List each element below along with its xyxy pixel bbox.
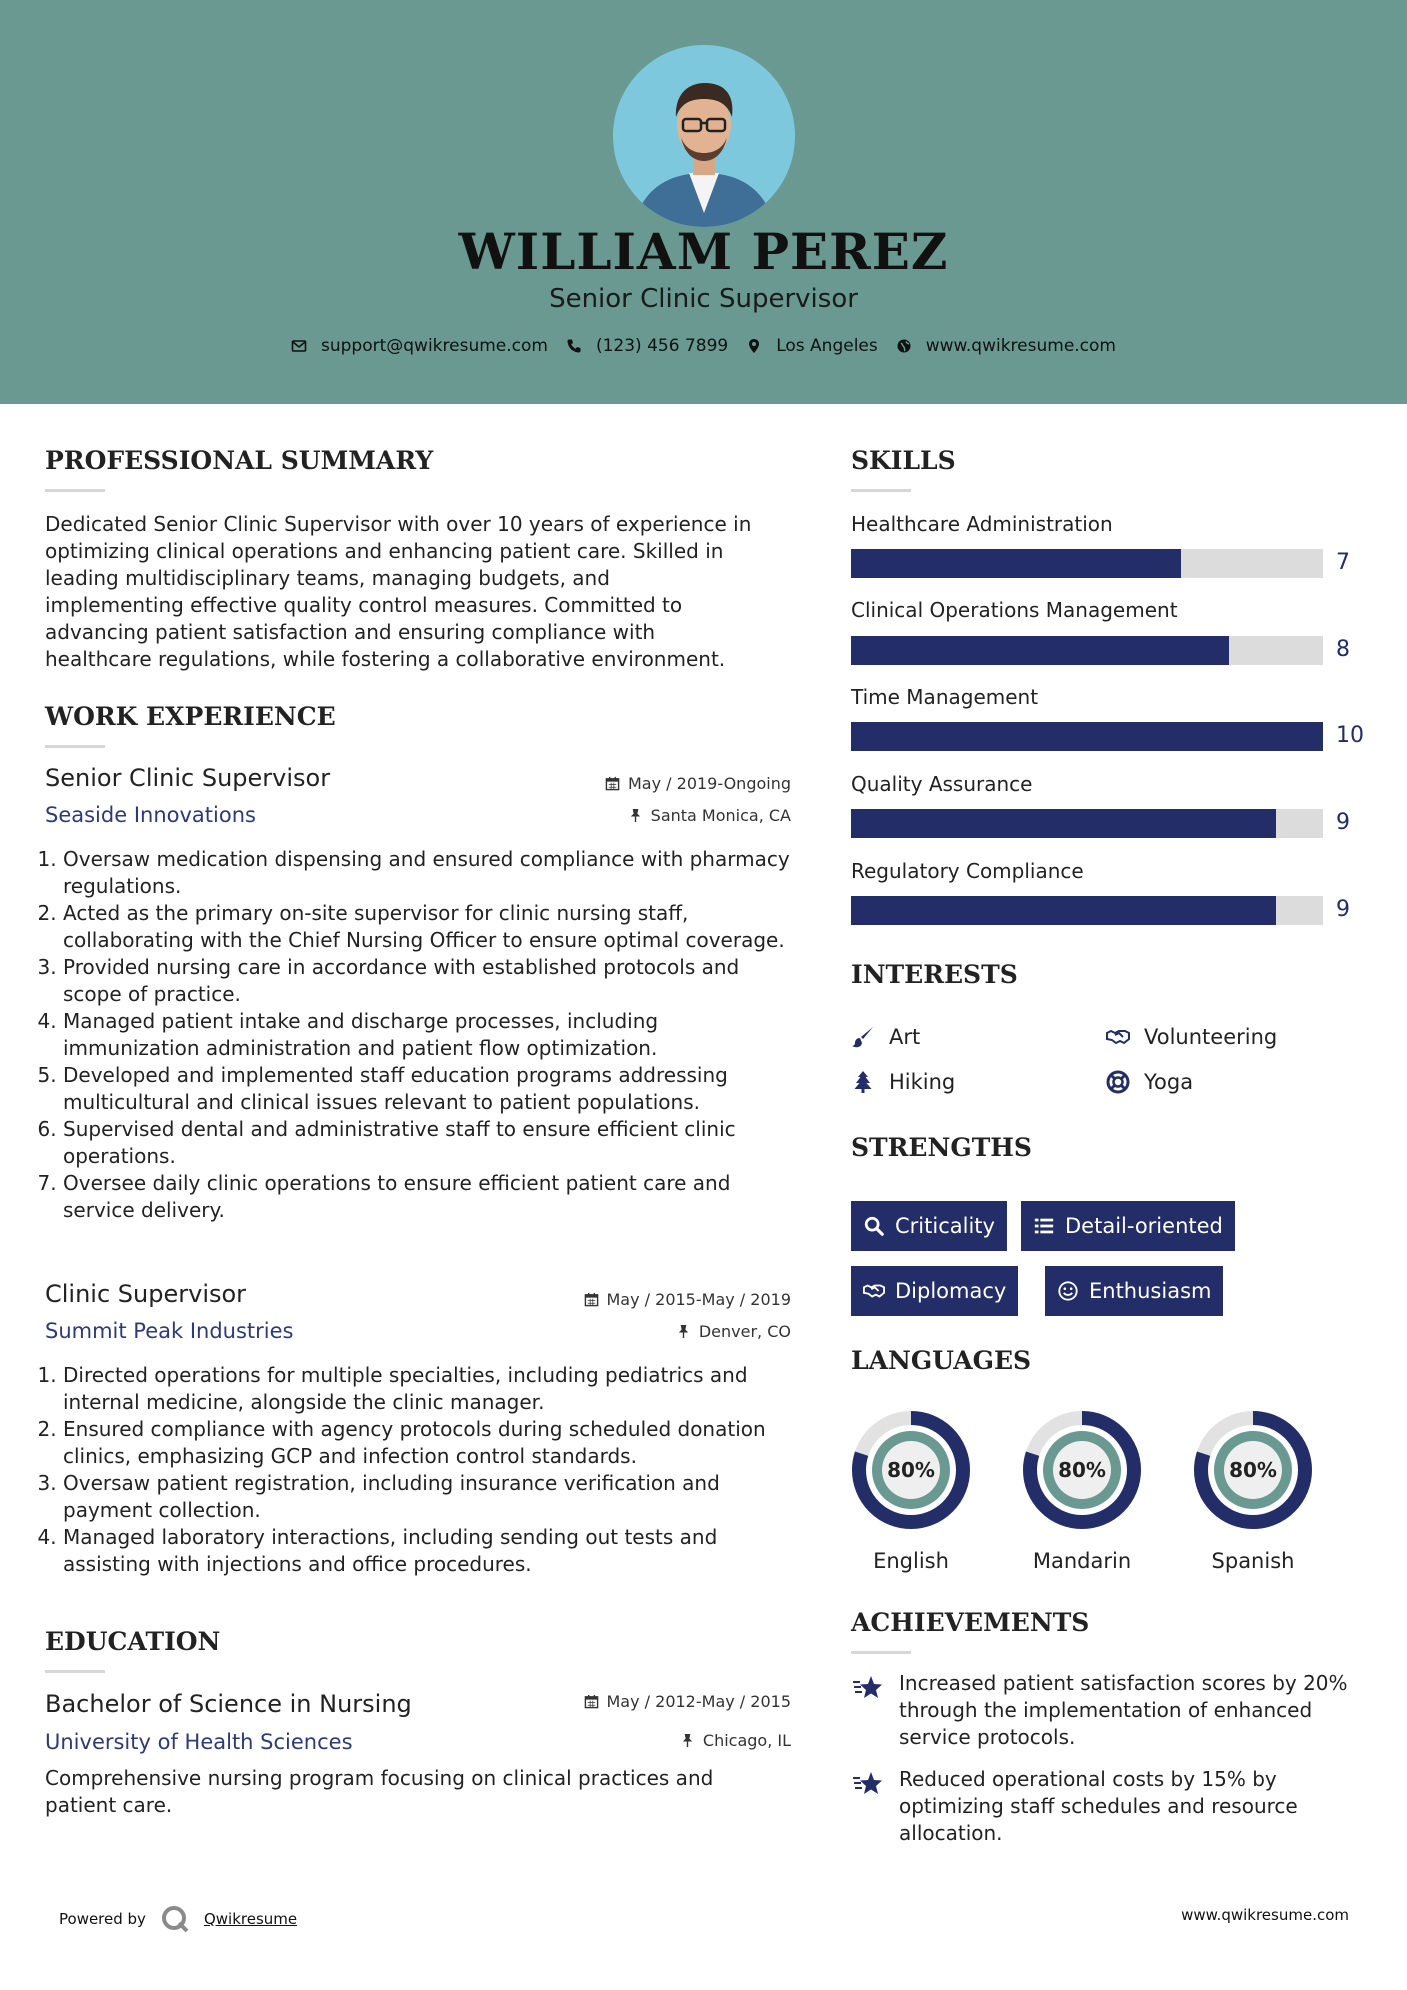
duty-item: 4. Managed patient intake and discharge processes, including immunization administration and patient flow optimization. xyxy=(63,1008,790,1062)
skill-value: 9 xyxy=(1336,810,1350,835)
duty-item: 2. Acted as the primary on-site supervisor for clinic nursing staff, collaborating with the Chief Nursing Officer to ensure optimal coverage. xyxy=(63,900,790,954)
footer-powered-by xyxy=(59,1904,297,1934)
contact-location xyxy=(746,336,878,356)
achievements-heading: ACHIEVEMENTS xyxy=(851,1608,1090,1637)
job-location xyxy=(628,806,791,825)
profile-photo xyxy=(613,45,795,227)
calendar-icon xyxy=(584,1292,599,1307)
contact-phone[interactable] xyxy=(566,336,728,356)
interest-label: Volunteering xyxy=(1144,1025,1278,1049)
contact-email[interactable] xyxy=(291,336,548,356)
job-dates xyxy=(605,774,791,793)
skill-name: Quality Assurance xyxy=(851,772,1033,796)
contact-bar xyxy=(0,336,1407,356)
interests-heading: INTERESTS xyxy=(851,960,1018,989)
degree-title: Bachelor of Science in Nursing xyxy=(45,1690,412,1718)
skill-value: 7 xyxy=(1336,550,1350,575)
strength-tag xyxy=(851,1266,1018,1316)
achievement-text: Reduced operational costs by 15% by optimizing staff schedules and resource allocation. xyxy=(899,1767,1298,1845)
lifebuoy-icon xyxy=(1106,1070,1130,1094)
skill-name: Time Management xyxy=(851,685,1039,709)
job-title: Senior Clinic Supervisor xyxy=(45,764,331,792)
location-text: Los Angeles xyxy=(776,336,878,356)
interest-item xyxy=(851,1025,920,1049)
duty-item: 2. Ensured compliance with agency protocols during scheduled donation clinics, emphasizing GCP and infection control standards. xyxy=(63,1416,790,1470)
candidate-title: Senior Clinic Supervisor xyxy=(549,284,858,314)
summary-heading: PROFESSIONAL SUMMARY xyxy=(45,446,434,475)
qwikresume-logo-icon xyxy=(160,1904,190,1934)
skill-bar xyxy=(851,722,1323,751)
education-dates xyxy=(584,1692,792,1711)
envelope-icon xyxy=(291,338,307,354)
resume-header xyxy=(0,0,1407,404)
phone-text: (123) 456 7899 xyxy=(595,336,729,356)
summary-line: leading multidisciplinary teams, managing budgets, and xyxy=(45,566,610,590)
search-icon xyxy=(863,1215,885,1237)
calendar-icon xyxy=(584,1694,599,1709)
interest-label: Hiking xyxy=(889,1070,956,1094)
skills-heading: SKILLS xyxy=(851,446,956,475)
education-location xyxy=(680,1731,791,1750)
experience-rule xyxy=(45,745,105,748)
summary-line: optimizing clinical operations and enhancing patient care. Skilled in xyxy=(45,539,724,563)
brand-link[interactable]: Qwikresume xyxy=(203,1910,298,1928)
handshake-icon xyxy=(1106,1025,1130,1049)
job-company: Summit Peak Industries xyxy=(45,1319,294,1343)
strength-label: Diplomacy xyxy=(895,1279,1007,1303)
summary-line: healthcare regulations, while fostering a collaborative environment. xyxy=(45,647,726,671)
language-ring xyxy=(1192,1409,1314,1531)
achievements-rule xyxy=(851,1651,911,1654)
education-heading: EDUCATION xyxy=(45,1627,221,1656)
strength-tag xyxy=(1021,1201,1235,1251)
interest-item xyxy=(1106,1070,1193,1094)
candidate-name: WILLIAM PEREZ xyxy=(458,222,949,281)
skill-value: 8 xyxy=(1336,637,1350,662)
duty-item: 3. Oversaw patient registration, including insurance verification and payment collection. xyxy=(63,1470,790,1524)
website-text: www.qwikresume.com xyxy=(925,336,1116,356)
education-dates-text: May / 2012-May / 2015 xyxy=(606,1692,791,1711)
duty-item: 1. Directed operations for multiple specialties, including pediatrics and internal medicine, alongside the clinic manager. xyxy=(63,1362,790,1416)
phone-icon xyxy=(566,338,582,354)
language-item xyxy=(1021,1409,1143,1573)
summary-rule xyxy=(45,489,105,492)
map-pin-icon xyxy=(746,338,762,354)
skill-name: Healthcare Administration xyxy=(851,512,1113,536)
skills-rule xyxy=(851,489,911,492)
duty-item: 5. Developed and implemented staff education programs addressing multicultural and clinical issues relevant to patient populations. xyxy=(63,1062,790,1116)
language-name: English xyxy=(873,1549,949,1573)
strength-label: Enthusiasm xyxy=(1089,1279,1212,1303)
language-item xyxy=(850,1409,972,1573)
strengths-heading: STRENGTHS xyxy=(851,1133,1032,1162)
job-location xyxy=(676,1322,791,1341)
skill-bar-fill xyxy=(851,896,1276,925)
language-percent: 80% xyxy=(887,1458,935,1482)
language-percent: 80% xyxy=(1058,1458,1106,1482)
language-name: Mandarin xyxy=(1032,1549,1132,1573)
duty-item: 1. Oversaw medication dispensing and ensured compliance with pharmacy regulations. xyxy=(63,846,790,900)
skill-name: Regulatory Compliance xyxy=(851,859,1084,883)
pushpin-icon xyxy=(676,1324,691,1339)
summary-line: Dedicated Senior Clinic Supervisor with over 10 years of experience in xyxy=(45,512,752,536)
job-location-text: Denver, CO xyxy=(698,1322,791,1341)
star-award-icon xyxy=(851,1670,885,1704)
calendar-icon xyxy=(605,776,620,791)
school-name: University of Health Sciences xyxy=(45,1730,353,1754)
language-item xyxy=(1192,1409,1314,1573)
skill-bar-fill xyxy=(851,809,1276,838)
job-duties xyxy=(45,1362,790,1578)
achievement-item xyxy=(851,1670,1361,1751)
skill-bar xyxy=(851,809,1323,838)
email-text: support@qwikresume.com xyxy=(321,336,548,356)
job-dates-text: May / 2015-May / 2019 xyxy=(606,1290,791,1309)
skill-bar-fill xyxy=(851,549,1181,578)
education-location-text: Chicago, IL xyxy=(702,1731,791,1750)
globe-icon xyxy=(896,338,912,354)
job-duties xyxy=(45,846,790,1224)
strength-label: Criticality xyxy=(895,1214,995,1238)
tree-icon xyxy=(851,1070,875,1094)
skill-bar xyxy=(851,549,1323,578)
language-name: Spanish xyxy=(1211,1549,1295,1573)
interest-label: Art xyxy=(889,1025,921,1049)
interest-label: Yoga xyxy=(1144,1070,1194,1094)
interest-item xyxy=(851,1070,955,1094)
achievement-item xyxy=(851,1766,1361,1847)
language-ring xyxy=(850,1409,972,1531)
duty-item: 4. Managed laboratory interactions, including sending out tests and assisting with injections and office procedures. xyxy=(63,1524,790,1578)
language-ring xyxy=(1021,1409,1143,1531)
strength-label: Detail-oriented xyxy=(1065,1214,1223,1238)
skill-bar xyxy=(851,636,1323,665)
job-company: Seaside Innovations xyxy=(45,803,256,827)
summary-line: advancing patient satisfaction and ensuring compliance with xyxy=(45,620,656,644)
duty-item: 3. Provided nursing care in accordance with established protocols and scope of practice. xyxy=(63,954,790,1008)
interest-item xyxy=(1106,1025,1277,1049)
language-percent: 80% xyxy=(1229,1458,1277,1482)
experience-heading: WORK EXPERIENCE xyxy=(45,702,336,731)
summary-line: implementing effective quality control measures. Committed to xyxy=(45,593,683,617)
list-icon xyxy=(1033,1215,1055,1237)
strength-tag xyxy=(851,1201,1007,1251)
skill-bar-fill xyxy=(851,636,1229,665)
handshake-icon xyxy=(863,1280,885,1302)
skill-value: 10 xyxy=(1336,723,1364,748)
duty-item: 6. Supervised dental and administrative staff to ensure efficient clinic operations. xyxy=(63,1116,790,1170)
achievement-text: Increased patient satisfaction scores by 20% through the implementation of enhanced service protocols. xyxy=(899,1671,1348,1749)
paintbrush-icon xyxy=(851,1025,875,1049)
duty-item: 7. Oversee daily clinic operations to ensure efficient patient care and service delivery. xyxy=(63,1170,790,1224)
job-title: Clinic Supervisor xyxy=(45,1280,247,1308)
education-description: Comprehensive nursing program focusing on clinical practices and patient care. xyxy=(45,1766,714,1817)
skill-bar-fill xyxy=(851,722,1323,751)
footer-website[interactable]: www.qwikresume.com xyxy=(1181,1906,1349,1924)
job-dates xyxy=(584,1290,792,1309)
skill-bar xyxy=(851,896,1323,925)
pushpin-icon xyxy=(628,808,643,823)
skill-value: 9 xyxy=(1336,897,1350,922)
powered-by-text: Powered by xyxy=(59,1910,146,1928)
star-award-icon xyxy=(851,1766,885,1800)
smile-icon xyxy=(1057,1280,1079,1302)
job-dates-text: May / 2019-Ongoing xyxy=(628,774,791,793)
contact-website[interactable] xyxy=(896,336,1116,356)
education-rule xyxy=(45,1670,105,1673)
job-location-text: Santa Monica, CA xyxy=(650,806,791,825)
strength-tag xyxy=(1045,1266,1223,1316)
languages-heading: LANGUAGES xyxy=(851,1346,1032,1375)
skill-name: Clinical Operations Management xyxy=(851,598,1178,622)
pushpin-icon xyxy=(680,1733,695,1748)
summary-text xyxy=(45,511,785,673)
